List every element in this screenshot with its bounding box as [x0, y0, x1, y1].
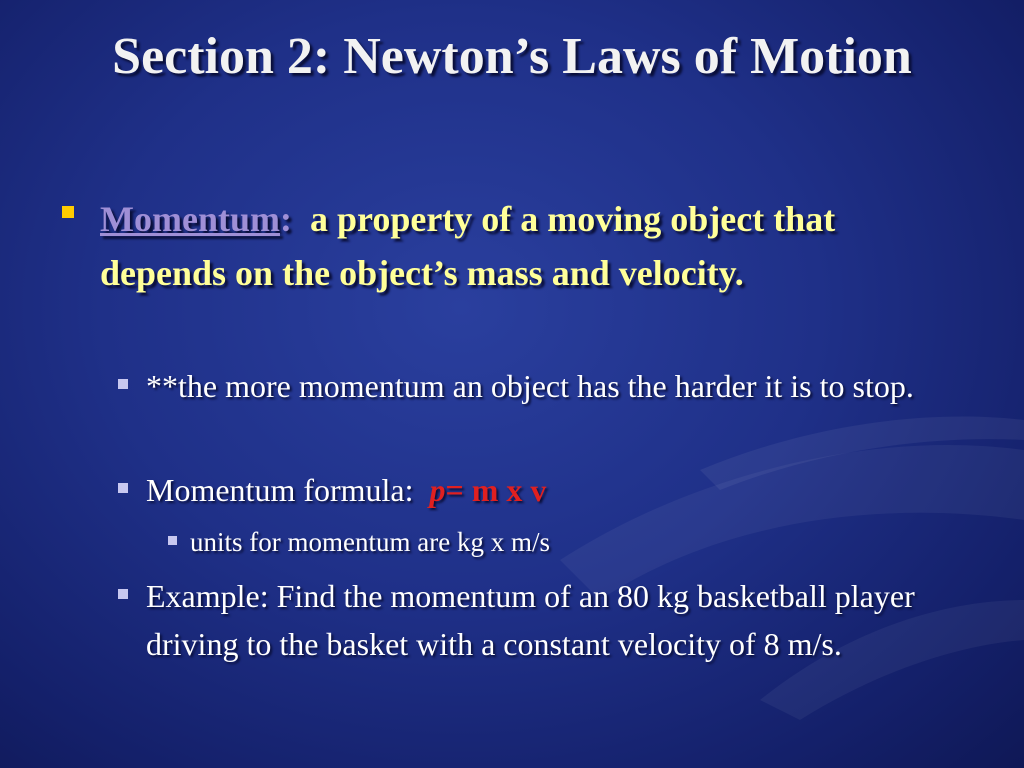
momentum-formula [430, 472, 547, 508]
bullet-formula [118, 466, 978, 514]
bullet-square-icon [62, 206, 74, 218]
bullet-square-icon [118, 379, 128, 389]
bullet-momentum [62, 192, 962, 300]
bullet-units [168, 522, 968, 562]
momentum-definition: a property of a moving object that depends on the object’s mass and velocity. [100, 199, 845, 293]
slide-title: Section 2: Newton’s Laws of Motion [112, 28, 912, 85]
bullet-square-icon [168, 536, 177, 545]
bullet-units-text: units for momentum are kg x m/s [190, 527, 550, 557]
bullet-example-text: Example: Find the momentum of an 80 kg basketball player driving to the basket with a constant velocity of 8 m/s. [146, 578, 915, 662]
bullet-example [118, 572, 978, 668]
bullet-formula-text [146, 466, 978, 514]
formula-rest: = m x v [445, 472, 547, 508]
bullet-more-momentum-text: **the more momentum an object has the harder it is to stop. [146, 368, 914, 404]
formula-p: p [429, 472, 446, 508]
momentum-term-link[interactable]: Momentum [100, 199, 280, 239]
bullet-square-icon [118, 589, 128, 599]
bullet-square-icon [118, 483, 128, 493]
term-colon: : [279, 199, 292, 239]
formula-label: Momentum formula: [146, 472, 430, 508]
bullet-more-momentum [118, 362, 978, 410]
bullet-momentum-text [100, 192, 962, 300]
